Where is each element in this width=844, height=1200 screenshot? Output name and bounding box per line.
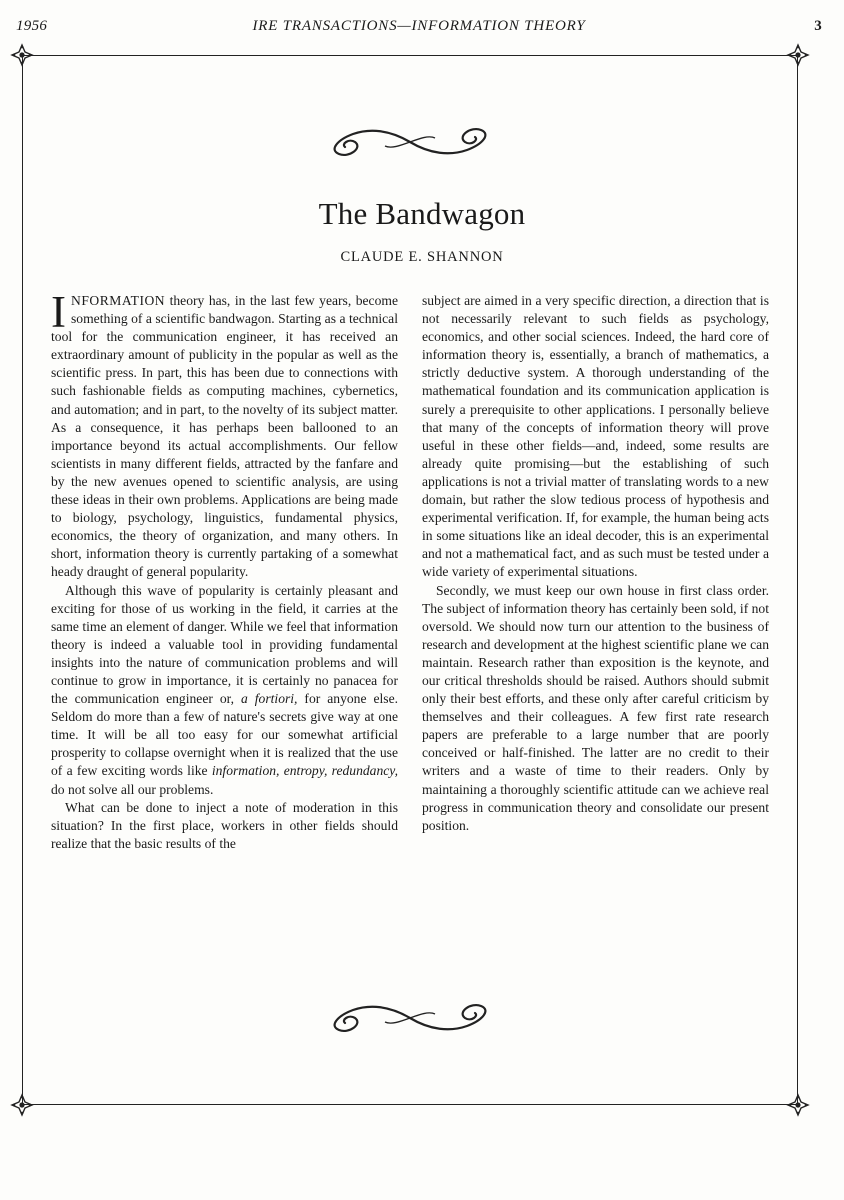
right-column xyxy=(422,292,769,835)
lead-in-words: NFORMATION xyxy=(71,293,166,308)
paragraph-text: theory has, in the last few years, become something of a scientific bandwagon. Starting as a technical tool for the communication engineer, it has received an extraordinary amount of publicity in the popular as well as the scientific press. In part, this has been due to connections with such fashionable fields as computing machines, cybernetics, and automation; and in part, to the novelty of its subject matter. As a consequence, it has perhaps been ballooned to an importance beyond its actual accomplishments. Our fellow scientists in many different fields, attracted by the fanfare and by the new avenues opened to scientific analysis, are using these ideas in their own problems. Applications are being made to biology, psychology, linguistics, fundamental physics, economics, the theory of organization, and many others. In short, information theory is currently partaking of a somewhat heady draught of general popularity. xyxy=(51,293,398,580)
left-column xyxy=(51,287,399,853)
top-flourish-icon xyxy=(315,122,505,162)
paragraph xyxy=(51,582,398,799)
paragraph: Secondly, we must keep our own house in first class order. The subject of information theory has certainly been sold, if not oversold. We should now turn our attention to the business of research and development at the highest scientific plane we can maintain. Research rather than exposition is the keynote, and our critical thresholds should be raised. Authors should submit only their best efforts, and these only after careful criticism by themselves and their colleagues. A few first rate research papers are preferable to a large number that are poorly conceived or half-finished. The latter are no credit to their writers and a waste of time to their readers. Only by maintaining a thoroughly scientific attitude can we achieve real progress in communication theory and consolidate our present position. xyxy=(422,582,769,833)
article-title: The Bandwagon xyxy=(318,196,526,231)
corner-ornament-icon xyxy=(786,1093,810,1117)
header-journal-title: IRE TRANSACTIONS—INFORMATION THEORY xyxy=(252,18,586,34)
bottom-flourish-icon xyxy=(315,998,505,1038)
paragraph-text: do not solve all our problems. xyxy=(51,781,214,797)
italic-phrase: a fortiori, xyxy=(241,691,298,707)
corner-ornament-icon xyxy=(10,1093,34,1117)
header-year: 1956 xyxy=(16,18,48,34)
paragraph: subject are aimed in a very specific direction, a direction that is not necessarily relevant to such fields as psychology, economics, and other social sciences. Indeed, the hard core of information theory is, essentially, a branch of mathematics, a strictly deductive system. A thorough understanding of the mathematical foundation and its communication application is surely a prerequisite to other applications. I personally believe that many of the concepts of information theory will prove useful in these other fields—and, indeed, some results are already quite promising—but the establishing of such applications is not a trivial matter of translating words to a new domain, but rather the slow tedious process of hypothesis and experimental verification. If, for example, the human being acts in some situations like an ideal decoder, this is an experimental and not a mathematical fact, and as such must be tested under a wide variety of experimental situations. xyxy=(422,293,769,580)
page-number: 3 xyxy=(814,18,822,34)
article-author: CLAUDE E. SHANNON xyxy=(340,249,504,265)
paragraph: What can be done to inject a note of moderation in this situation? In the first place, workers in other fields should realize that the basic results of the xyxy=(51,799,398,851)
drop-cap: I xyxy=(51,287,66,337)
running-header xyxy=(16,18,822,40)
paragraph-text: for anyone else. Seldom do more than a few of nature's secrets give way at one time. It will be all too easy for our somewhat artificial prosperity to collapse overnight when it is realized that the use of a few exciting words like xyxy=(51,691,399,779)
paragraph-text: Although this wave of popularity is certainly pleasant and exciting for those of us working in the field, it carries at the same time an element of danger. While we feel that information theory is indeed a valuable tool in providing fundamental insights into the nature of communication problems and will continue to grow in importance, it is certainly no panacea for the communication engineer or, xyxy=(51,582,398,707)
corner-ornament-icon xyxy=(10,43,34,67)
paragraph xyxy=(51,287,398,582)
italic-phrase: information, entropy, redundancy, xyxy=(211,763,398,779)
corner-ornament-icon xyxy=(786,43,810,67)
